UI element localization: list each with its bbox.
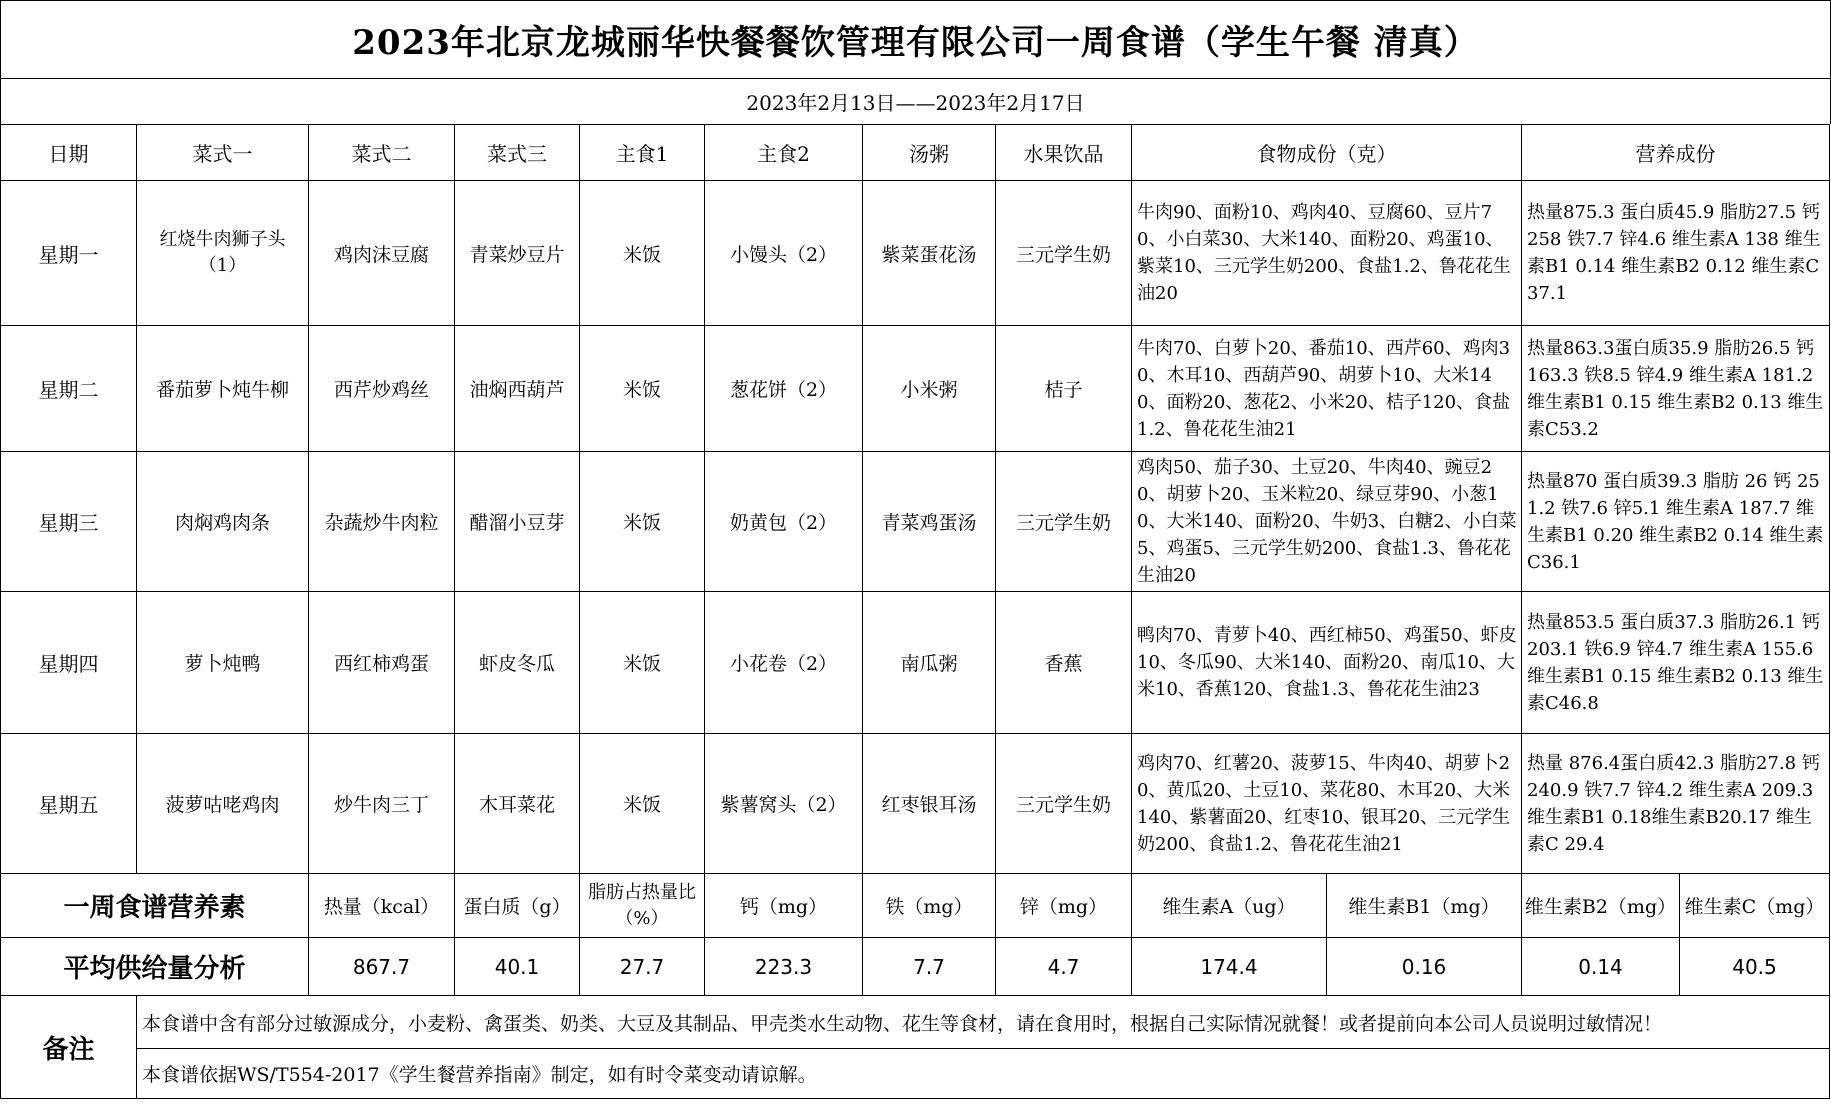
dish3-cell: 青菜炒豆片 xyxy=(455,181,580,326)
dish2-cell: 西芹炒鸡丝 xyxy=(309,326,455,452)
staple1-cell: 米饭 xyxy=(580,734,705,874)
dish3-cell: 木耳菜花 xyxy=(455,734,580,874)
staple2-cell: 小馒头（2） xyxy=(705,181,863,326)
notes-label: 备注 xyxy=(1,996,137,1099)
nutrient-name-cell: 维生素C（mg） xyxy=(1680,874,1830,938)
table-row xyxy=(1,452,1830,592)
nutrient-value-cell: 0.16 xyxy=(1327,938,1522,996)
dish2-cell: 炒牛肉三丁 xyxy=(309,734,455,874)
nutrient-name-cell: 维生素B2（mg） xyxy=(1522,874,1680,938)
staple2-cell: 奶黄包（2） xyxy=(705,452,863,592)
dish2-cell: 西红柿鸡蛋 xyxy=(309,592,455,734)
dish1-cell: 菠萝咕咾鸡肉 xyxy=(137,734,309,874)
nutrient-name-cell: 维生素B1（mg） xyxy=(1327,874,1522,938)
day-cell: 星期一 xyxy=(1,181,137,326)
dish2-cell: 杂蔬炒牛肉粒 xyxy=(309,452,455,592)
staple2-cell: 葱花饼（2） xyxy=(705,326,863,452)
fruit-cell: 香蕉 xyxy=(996,592,1132,734)
nutrient-name-cell: 铁（mg） xyxy=(863,874,996,938)
nutrient-value-cell: 223.3 xyxy=(705,938,863,996)
page-title: 2023年北京龙城丽华快餐餐饮管理有限公司一周食谱（学生午餐 清真） xyxy=(352,23,1479,63)
summary-label-1: 一周食谱营养素 xyxy=(1,874,309,938)
header-soup: 汤粥 xyxy=(863,125,996,181)
soup-cell: 红枣银耳汤 xyxy=(863,734,996,874)
staple1-cell: 米饭 xyxy=(580,592,705,734)
fruit-cell: 三元学生奶 xyxy=(996,181,1132,326)
summary-label-2: 平均供给量分析 xyxy=(1,938,309,996)
date-range-bar xyxy=(0,78,1831,124)
header-fruit: 水果饮品 xyxy=(996,125,1132,181)
nutrient-name-cell: 锌（mg） xyxy=(996,874,1132,938)
nutrition-cell: 热量 876.4蛋白质42.3 脂肪27.8 钙240.9 铁7.7 锌4.2 维生素A 209.3维生素B1 0.18维生素B20.17 维生素C 29.4 xyxy=(1522,734,1830,874)
dish3-cell: 油焖西葫芦 xyxy=(455,326,580,452)
header-row xyxy=(1,125,1830,181)
ingredients-cell: 鸡肉70、红薯20、菠萝15、牛肉40、胡萝卜20、黄瓜20、土豆10、菜花80、木耳20、大米140、紫薯面20、红枣10、银耳20、三元学生奶200、食盐1.2、鲁花花生油21 xyxy=(1132,734,1522,874)
notes-row xyxy=(1,1049,1830,1099)
nutrient-name-cell: 钙（mg） xyxy=(705,874,863,938)
header-staple2: 主食2 xyxy=(705,125,863,181)
dish3-cell: 醋溜小豆芽 xyxy=(455,452,580,592)
staple1-cell: 米饭 xyxy=(580,452,705,592)
staple2-cell: 紫薯窝头（2） xyxy=(705,734,863,874)
dish1-cell: 红烧牛肉狮子头（1） xyxy=(137,181,309,326)
nutrition-cell: 热量853.5 蛋白质37.3 脂肪26.1 钙 203.1 铁6.9 锌4.7 维生素A 155.6 维生素B1 0.15 维生素B2 0.13 维生素C46.8 xyxy=(1522,592,1830,734)
notes-row xyxy=(1,996,1830,1049)
ingredients-cell: 牛肉90、面粉10、鸡肉40、豆腐60、豆片70、小白菜30、大米140、面粉20、鸡蛋10、紫菜10、三元学生奶200、食盐1.2、鲁花花生油20 xyxy=(1132,181,1522,326)
nutrient-value-cell: 174.4 xyxy=(1132,938,1327,996)
fruit-cell: 三元学生奶 xyxy=(996,452,1132,592)
nutrient-name-cell: 热量（kcal） xyxy=(309,874,455,938)
day-cell: 星期五 xyxy=(1,734,137,874)
staple2-cell: 小花卷（2） xyxy=(705,592,863,734)
soup-cell: 青菜鸡蛋汤 xyxy=(863,452,996,592)
date-range: 2023年2月13日——2023年2月17日 xyxy=(746,91,1085,115)
fruit-cell: 三元学生奶 xyxy=(996,734,1132,874)
header-dish3: 菜式三 xyxy=(455,125,580,181)
nutrient-name-cell: 蛋白质（g） xyxy=(455,874,580,938)
table-row xyxy=(1,592,1830,734)
staple1-cell: 米饭 xyxy=(580,181,705,326)
nutrient-value-cell: 40.1 xyxy=(455,938,580,996)
allergen-note: 本食谱中含有部分过敏源成分，小麦粉、禽蛋类、奶类、大豆及其制品、甲壳类水生动物、花生等食材，请在食用时，根据自己实际情况就餐！或者提前向本公司人员说明过敏情况！ xyxy=(137,996,1830,1049)
nutrient-value-cell: 40.5 xyxy=(1680,938,1830,996)
menu-table xyxy=(0,124,1830,1099)
table-row xyxy=(1,181,1830,326)
nutrient-value-cell: 867.7 xyxy=(309,938,455,996)
ingredients-cell: 牛肉70、白萝卜20、番茄10、西芹60、鸡肉30、木耳10、西葫芦90、胡萝卜10、大米140、面粉20、葱花2、小米20、桔子120、食盐1.2、鲁花花生油21 xyxy=(1132,326,1522,452)
header-date: 日期 xyxy=(1,125,137,181)
soup-cell: 紫菜蛋花汤 xyxy=(863,181,996,326)
day-cell: 星期三 xyxy=(1,452,137,592)
fruit-cell: 桔子 xyxy=(996,326,1132,452)
nutrition-cell: 热量875.3 蛋白质45.9 脂肪27.5 钙 258 铁7.7 锌4.6 维生素A 138 维生素B1 0.14 维生素B2 0.12 维生素C37.1 xyxy=(1522,181,1830,326)
nutrition-cell: 热量870 蛋白质39.3 脂肪 26 钙 251.2 铁7.6 锌5.1 维生素A 187.7 维生素B1 0.20 维生素B2 0.14 维生素C36.1 xyxy=(1522,452,1830,592)
header-staple1: 主食1 xyxy=(580,125,705,181)
nutrient-value-cell: 27.7 xyxy=(580,938,705,996)
header-dish2: 菜式二 xyxy=(309,125,455,181)
nutrient-value-cell: 0.14 xyxy=(1522,938,1680,996)
dish1-cell: 番茄萝卜炖牛柳 xyxy=(137,326,309,452)
soup-cell: 南瓜粥 xyxy=(863,592,996,734)
guideline-note: 本食谱依据WS/T554-2017《学生餐营养指南》制定，如有时令菜变动请谅解。 xyxy=(137,1049,1830,1099)
dish1-cell: 萝卜炖鸭 xyxy=(137,592,309,734)
summary-nutrient-row xyxy=(1,874,1830,938)
nutrient-name-cell: 维生素A（ug） xyxy=(1132,874,1327,938)
dish2-cell: 鸡肉沫豆腐 xyxy=(309,181,455,326)
staple1-cell: 米饭 xyxy=(580,326,705,452)
summary-value-row xyxy=(1,938,1830,996)
ingredients-cell: 鸭肉70、青萝卜40、西红柿50、鸡蛋50、虾皮10、冬瓜90、大米140、面粉20、南瓜10、大米10、香蕉120、食盐1.3、鲁花花生油23 xyxy=(1132,592,1522,734)
dish3-cell: 虾皮冬瓜 xyxy=(455,592,580,734)
ingredients-cell: 鸡肉50、茄子30、土豆20、牛肉40、豌豆20、胡萝卜20、玉米粒20、绿豆芽90、小葱10、大米140、面粉20、牛奶3、白糖2、小白菜5、鸡蛋5、三元学生奶200、食盐1.3、鲁花花生油20 xyxy=(1132,452,1522,592)
table-row xyxy=(1,326,1830,452)
nutrition-cell: 热量863.3蛋白质35.9 脂肪26.5 钙 163.3 铁8.5 锌4.9 维生素A 181.2 维生素B1 0.15 维生素B2 0.13 维生素C53.2 xyxy=(1522,326,1830,452)
day-cell: 星期四 xyxy=(1,592,137,734)
header-nutrition: 营养成份 xyxy=(1522,125,1830,181)
nutrient-value-cell: 4.7 xyxy=(996,938,1132,996)
nutrient-name-cell: 脂肪占热量比（%） xyxy=(580,874,705,938)
title-bar xyxy=(0,0,1831,78)
soup-cell: 小米粥 xyxy=(863,326,996,452)
header-ingredients: 食物成份（克） xyxy=(1132,125,1522,181)
day-cell: 星期二 xyxy=(1,326,137,452)
dish1-cell: 肉焖鸡肉条 xyxy=(137,452,309,592)
nutrient-value-cell: 7.7 xyxy=(863,938,996,996)
header-dish1: 菜式一 xyxy=(137,125,309,181)
table-row xyxy=(1,734,1830,874)
